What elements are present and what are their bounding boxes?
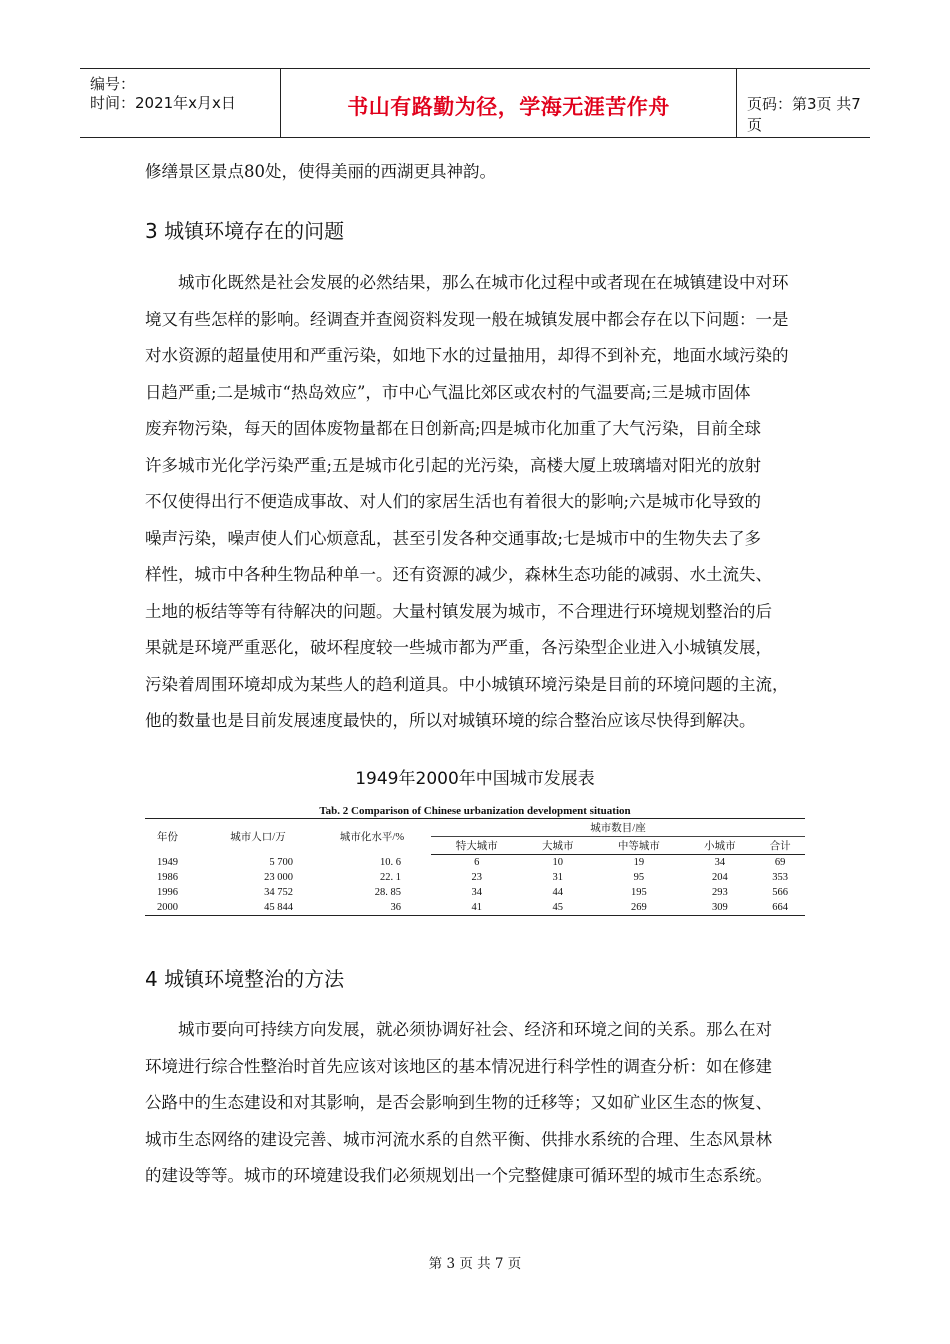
cell-megacity: 34 <box>471 887 482 898</box>
table-row <box>145 855 805 871</box>
cell-medium-city: 269 <box>593 900 685 916</box>
table-row <box>145 900 805 916</box>
paragraph-line: 他的数量也是目前发展速度最快的，所以对城镇环境的综合整治应该尽快得到解决。 <box>145 711 756 730</box>
cell-large-city: 45 <box>523 900 594 916</box>
page-header <box>80 68 870 138</box>
col-city-count-group-header: 城市数目/座 <box>431 819 805 837</box>
paragraph-line: 的建设等等。城市的环境建设我们必须规划出一个完整健康可循环型的城市生态系统。 <box>145 1166 772 1185</box>
col-population-header: 城市人口/万 <box>203 819 313 855</box>
intro-line: 修缮景区景点80处，使得美丽的西湖更具神韵。 <box>145 162 496 181</box>
cell-population: 5 700 <box>269 856 293 868</box>
col-year-header: 年份 <box>145 819 203 855</box>
header-motto-cell <box>280 69 737 137</box>
paragraph-line: 环境进行综合性整治时首先应该对该地区的基本情况进行科学性的调查分析：如在修建 <box>145 1056 772 1076</box>
paragraph-line: 样性，城市中各种生物品种单一。还有资源的减少，森林生态功能的减弱、水土流失、 <box>145 565 772 584</box>
section-3-heading: 3 城镇环境存在的问题 <box>145 219 345 243</box>
cell-year: 2000 <box>145 900 203 916</box>
cell-large-city: 10 <box>552 857 564 868</box>
header-page-code: 页码：第3页 共7页 <box>747 95 861 134</box>
cell-total: 69 <box>774 857 786 868</box>
paragraph-line: 噪声污染，噪声使人们心烦意乱，甚至引发各种交通事故;七是城市中的生物失去了多 <box>145 528 762 548</box>
cell-year: 1996 <box>157 887 178 898</box>
table-row <box>145 885 805 900</box>
paragraph-line: 日趋严重;二是城市“热岛效应”，市中心气温比郊区或农村的气温要高;三是城市固体 <box>145 382 751 402</box>
cell-population: 34 752 <box>264 887 293 898</box>
cell-small-city: 204 <box>712 872 728 883</box>
header-motto: 书山有路勤为径，学海无涯苦作舟 <box>347 95 670 119</box>
paragraph-line: 许多城市光化学污染严重;五是城市化引起的光污染，高楼大厦上玻璃墙对阳光的放射 <box>145 455 762 475</box>
col-medium-city-header: 中等城市 <box>593 837 685 855</box>
paragraph-line: 果就是环境严重恶化，破坏程度较一些城市都为严重，各污染型企业进入小城镇发展， <box>145 638 772 657</box>
table-title: 1949年2000年中国城市发展表 <box>355 769 595 789</box>
cell-urbanization: 10. 6 <box>380 856 401 868</box>
page-footer: 第 3 页 共 7 页 <box>428 1256 522 1272</box>
cell-population: 23 000 <box>264 872 293 883</box>
document-number-label: 编号： <box>90 75 136 93</box>
header-info-cell <box>80 69 280 137</box>
paragraph-line: 境又有些怎样的影响。经调查并查阅资料发现一般在城镇发展中都会存在以下问题：一是 <box>145 309 789 329</box>
paragraph-line: 废弃物污染，每天的固体废物量都在日创新高;四是城市化加重了大气污染，目前全球 <box>145 419 762 438</box>
section-3-paragraph <box>145 265 805 740</box>
cell-small-city: 34 <box>714 857 726 868</box>
col-large-city-header: 大城市 <box>523 837 594 855</box>
cell-total: 353 <box>772 872 788 883</box>
paragraph-line: 城市化既然是社会发展的必然结果，那么在城市化过程中或者现在在城镇建设中对环 <box>178 273 789 292</box>
cell-year: 1986 <box>157 872 178 883</box>
paragraph-line: 城市要向可持续方向发展，就必须协调好社会、经济和环境之间的关系。那么在对 <box>178 1020 772 1039</box>
col-total-header: 合计 <box>755 837 805 855</box>
col-urbanization-header: 城市化水平/% <box>313 819 431 855</box>
cell-total: 664 <box>755 900 805 916</box>
cell-population: 45 844 <box>203 900 313 916</box>
cell-urbanization: 28. 85 <box>374 887 401 898</box>
paragraph-line: 对水资源的超量使用和严重污染，如地下水的过量抽用，却得不到补充，地面水域污染的 <box>145 346 789 365</box>
cell-urbanization: 22. 1 <box>380 872 401 883</box>
section-4-paragraph <box>145 1012 805 1195</box>
paragraph-line: 公路中的生态建设和对其影响，是否会影响到生物的迁移等；又如矿业区生态的恢复、 <box>145 1093 772 1112</box>
cell-total: 566 <box>772 887 788 898</box>
cell-small-city: 293 <box>712 887 728 898</box>
section-4-heading: 4 城镇环境整治的方法 <box>145 967 345 991</box>
paragraph-line: 污染着周围环境却成为某些人的趋利道具。中小城镇环境污染是目前的环境问题的主流， <box>145 674 789 694</box>
paragraph-line: 不仅使得出行不便造成事故、对人们的家居生活也有着很大的影响;六是城市化导致的 <box>145 492 762 511</box>
header-page-cell <box>737 69 870 137</box>
cell-megacity: 41 <box>431 900 523 916</box>
cell-medium-city: 195 <box>630 887 647 898</box>
document-time-label: 时间：2021年x月x日 <box>90 94 236 112</box>
cell-medium-city: 19 <box>633 857 645 868</box>
paragraph-line: 城市生态网络的建设完善、城市河流水系的自然平衡、供排水系统的合理、生态风景林 <box>145 1129 772 1149</box>
cell-urbanization: 36 <box>313 900 431 916</box>
cell-megacity: 6 <box>474 857 480 868</box>
table-row <box>145 870 805 885</box>
cell-megacity: 23 <box>471 872 482 883</box>
cell-year: 1949 <box>157 856 178 868</box>
urbanization-table <box>145 818 805 916</box>
cell-large-city: 31 <box>552 872 564 883</box>
paragraph-line: 土地的板结等等有待解决的问题。大量村镇发展为城市，不合理进行环境规划整治的后 <box>145 601 772 621</box>
cell-small-city: 309 <box>685 900 756 916</box>
cell-large-city: 44 <box>552 887 564 898</box>
col-small-city-header: 小城市 <box>685 837 756 855</box>
cell-medium-city: 95 <box>633 872 645 883</box>
col-megacity-header: 特大城市 <box>431 837 523 855</box>
table-caption: Tab. 2 Comparison of Chinese urbanization development situation <box>319 805 631 817</box>
